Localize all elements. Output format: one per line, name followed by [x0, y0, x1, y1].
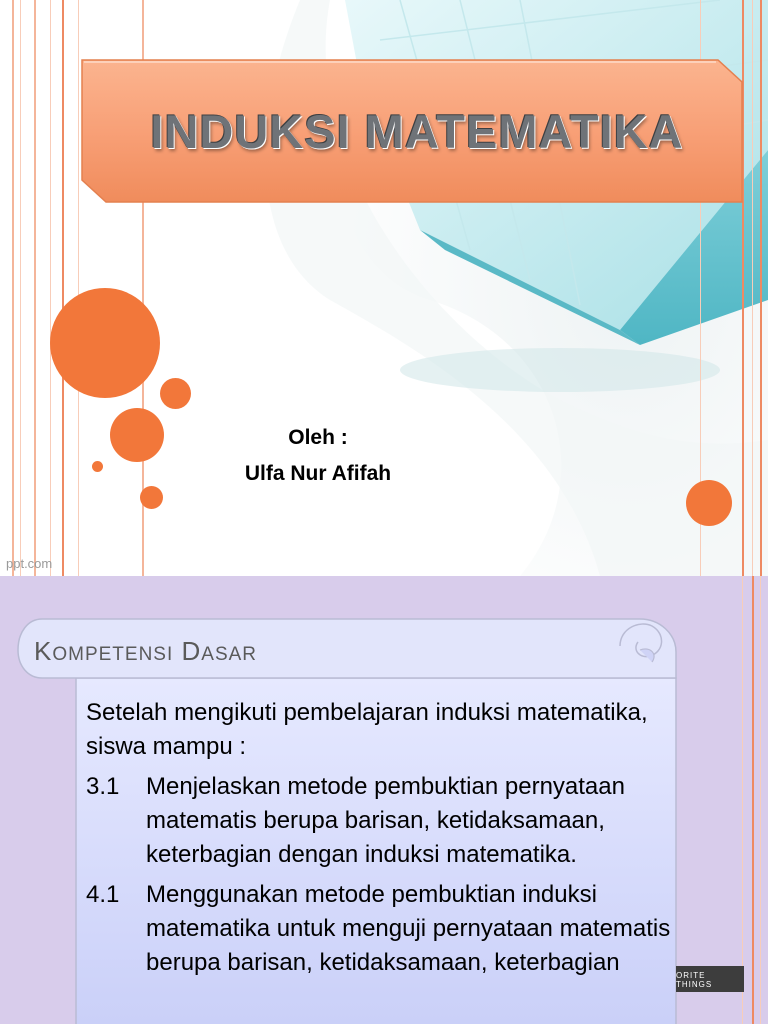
item-number: 3.1 — [86, 773, 120, 800]
decor-line — [78, 0, 79, 576]
decor-line — [62, 0, 64, 576]
heading-small-caps: ASAR — [201, 644, 258, 665]
decor-line — [50, 0, 51, 576]
decor-circle — [160, 378, 191, 409]
decor-line — [752, 0, 753, 576]
author-label: Oleh : — [288, 426, 348, 449]
content-body — [86, 696, 676, 980]
decor-line — [34, 0, 36, 576]
author-block — [200, 420, 436, 492]
heading-initial: K — [34, 636, 53, 666]
intro-text: Setelah mengikuti pembelajaran induksi matematika, siswa mampu : — [86, 699, 648, 760]
list-item — [86, 770, 676, 872]
decor-circle — [140, 486, 163, 509]
heading-small-caps: OMPETENSI — [52, 644, 174, 665]
decor-line — [12, 0, 14, 576]
decor-line — [760, 0, 762, 576]
author-name: Ulfa Nur Afifah — [244, 462, 392, 485]
heading-initial: D — [181, 636, 202, 666]
watermark: ppt.com — [6, 556, 53, 571]
decor-circle — [50, 288, 160, 398]
decor-circle — [110, 408, 164, 462]
decor-circle — [92, 461, 103, 472]
corner-image — [676, 966, 744, 992]
item-text: Menjelaskan metode pembuktian pernyataan matematis berupa barisan, ketidaksamaan, keterbagian dengan induksi matematika. — [146, 773, 625, 868]
content-slide — [0, 576, 768, 1024]
list-item — [86, 878, 676, 980]
section-heading — [34, 636, 257, 667]
corner-image-text: ORITE THINGS — [676, 971, 713, 989]
item-text: Menggunakan metode pembuktian induksi matematika untuk menguji pernyataan matematis berupa barisan, ketidaksamaan, keterbagian — [146, 881, 671, 976]
slide-title: INDUKSI MATEMATIKA — [150, 104, 684, 158]
decor-circle — [686, 480, 732, 526]
item-number: 4.1 — [86, 881, 120, 908]
decor-line — [20, 0, 21, 576]
